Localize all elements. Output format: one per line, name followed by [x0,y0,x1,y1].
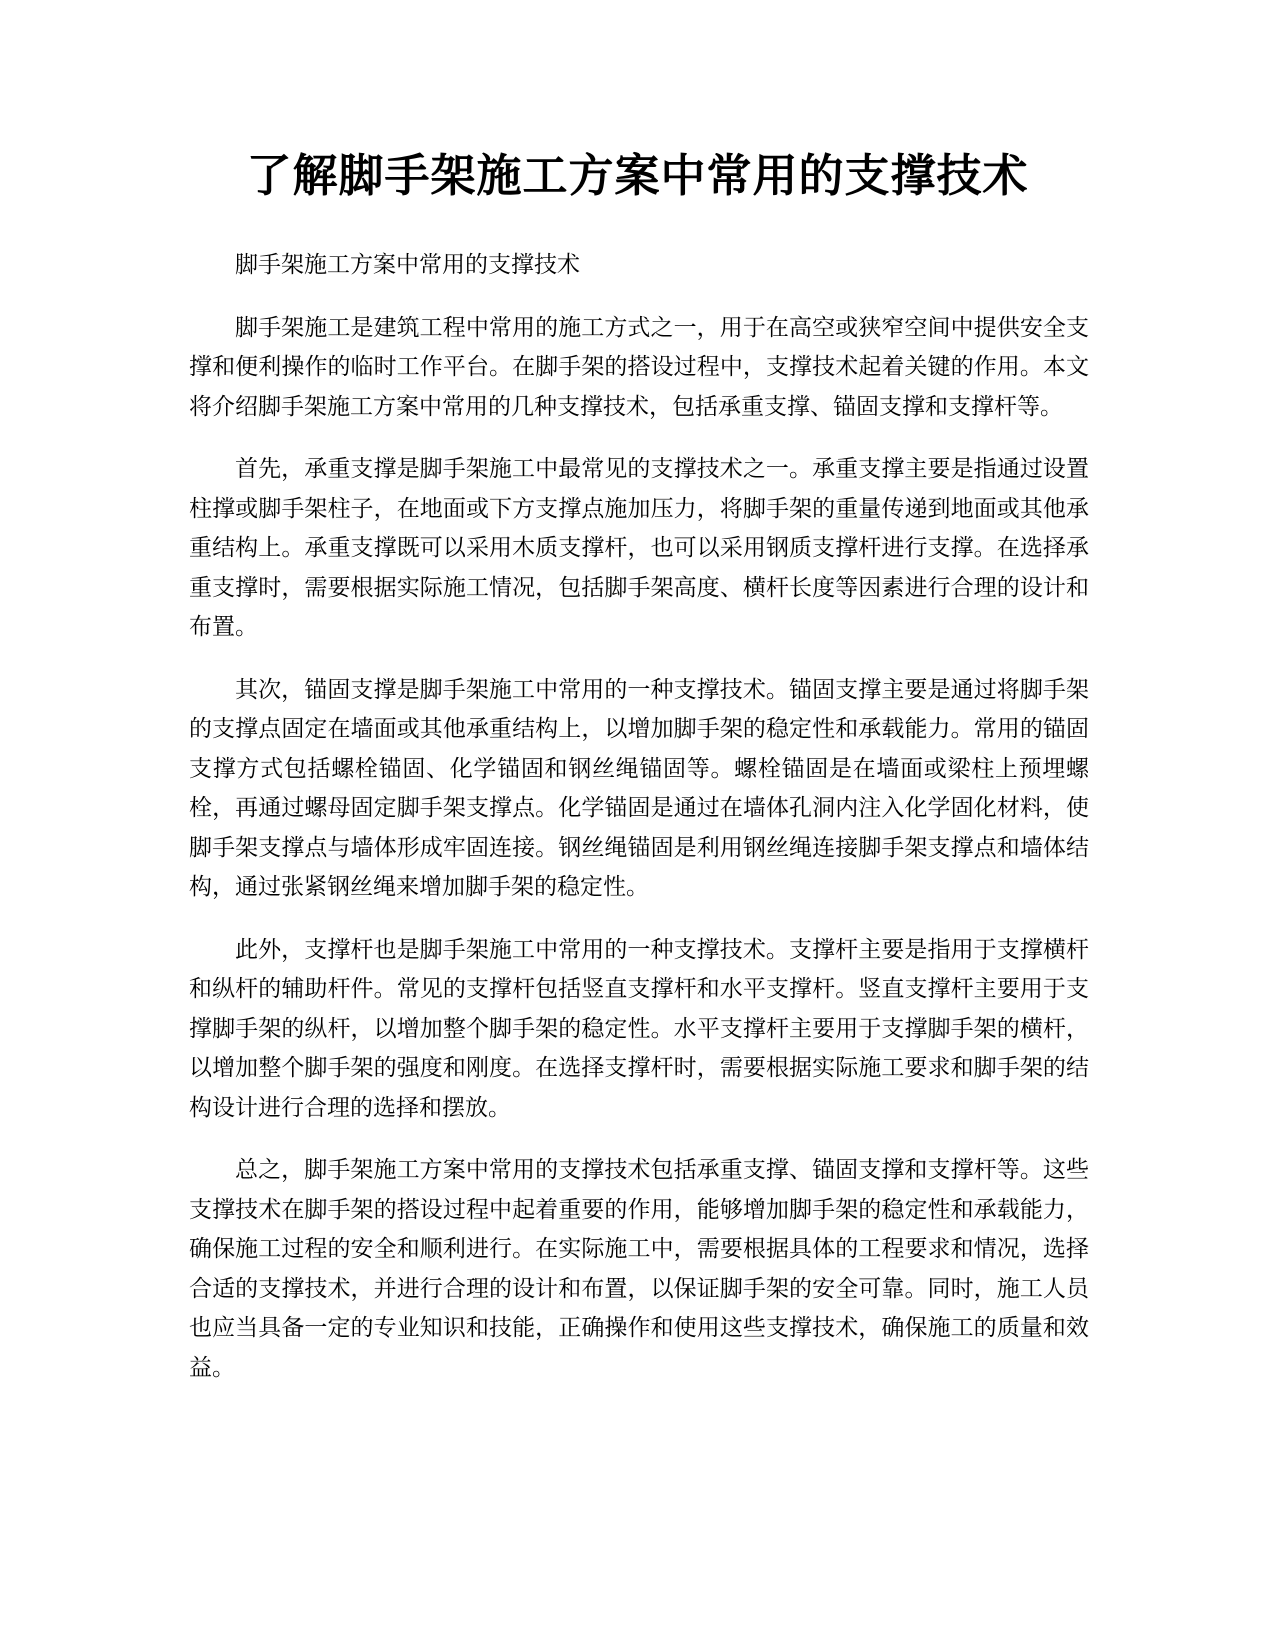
paragraph-conclusion: 总之，脚手架施工方案中常用的支撑技术包括承重支撑、锚固支撑和支撑杆等。这些支撑技术在脚手架的搭设过程中起着重要的作用，能够增加脚手架的稳定性和承载能力，确保施工过程的安全和顺利进行。在实际施工中，需要根据具体的工程要求和情况，选择合适的支撑技术，并进行合理的设计和布置，以保证脚手架的安全可靠。同时，施工人员也应当具备一定的专业知识和技能，正确操作和使用这些支撑技术，确保施工的质量和效益。 [189,1157,1089,1381]
document-title: 了解脚手架施工方案中常用的支撑技术 [246,149,1029,202]
paragraph-load-bearing-support: 首先，承重支撑是脚手架施工中最常见的支撑技术之一。承重支撑主要是指通过设置柱撑或脚手架柱子，在地面或下方支撑点施加压力，将脚手架的重量传递到地面或其他承重结构上。承重支撑既可以采用木质支撑杆，也可以采用钢质支撑杆进行支撑。在选择承重支撑时，需要根据实际施工情况，包括脚手架高度、横杆长度等因素进行合理的设计和布置。 [189,456,1089,640]
paragraph-support-rods: 此外，支撑杆也是脚手架施工中常用的一种支撑技术。支撑杆主要是指用于支撑横杆和纵杆的辅助杆件。常见的支撑杆包括竖直支撑杆和水平支撑杆。竖直支撑杆主要用于支撑脚手架的纵杆，以增加整个脚手架的稳定性。水平支撑杆主要用于支撑脚手架的横杆，以增加整个脚手架的强度和刚度。在选择支撑杆时，需要根据实际施工要求和脚手架的结构设计进行合理的选择和摆放。 [189,936,1089,1121]
paragraph-anchor-support: 其次，锚固支撑是脚手架施工中常用的一种支撑技术。锚固支撑主要是通过将脚手架的支撑点固定在墙面或其他承重结构上，以增加脚手架的稳定性和承载能力。常用的锚固支撑方式包括螺栓锚固、化学锚固和钢丝绳锚固等。螺栓锚固是在墙面或梁柱上预埋螺栓，再通过螺母固定脚手架支撑点。化学锚固是通过在墙体孔洞内注入化学固化材料，使脚手架支撑点与墙体形成牢固连接。钢丝绳锚固是利用钢丝绳连接脚手架支撑点和墙体结构，通过张紧钢丝绳来增加脚手架的稳定性。 [189,676,1089,900]
document-subtitle: 脚手架施工方案中常用的支撑技术 [235,252,580,278]
document-body [189,246,1089,1411]
paragraph-intro: 脚手架施工是建筑工程中常用的施工方式之一，用于在高空或狭窄空间中提供安全支撑和便利操作的临时工作平台。在脚手架的搭设过程中，支撑技术起着关键的作用。本文将介绍脚手架施工方案中常用的几种支撑技术，包括承重支撑、锚固支撑和支撑杆等。 [189,314,1089,420]
